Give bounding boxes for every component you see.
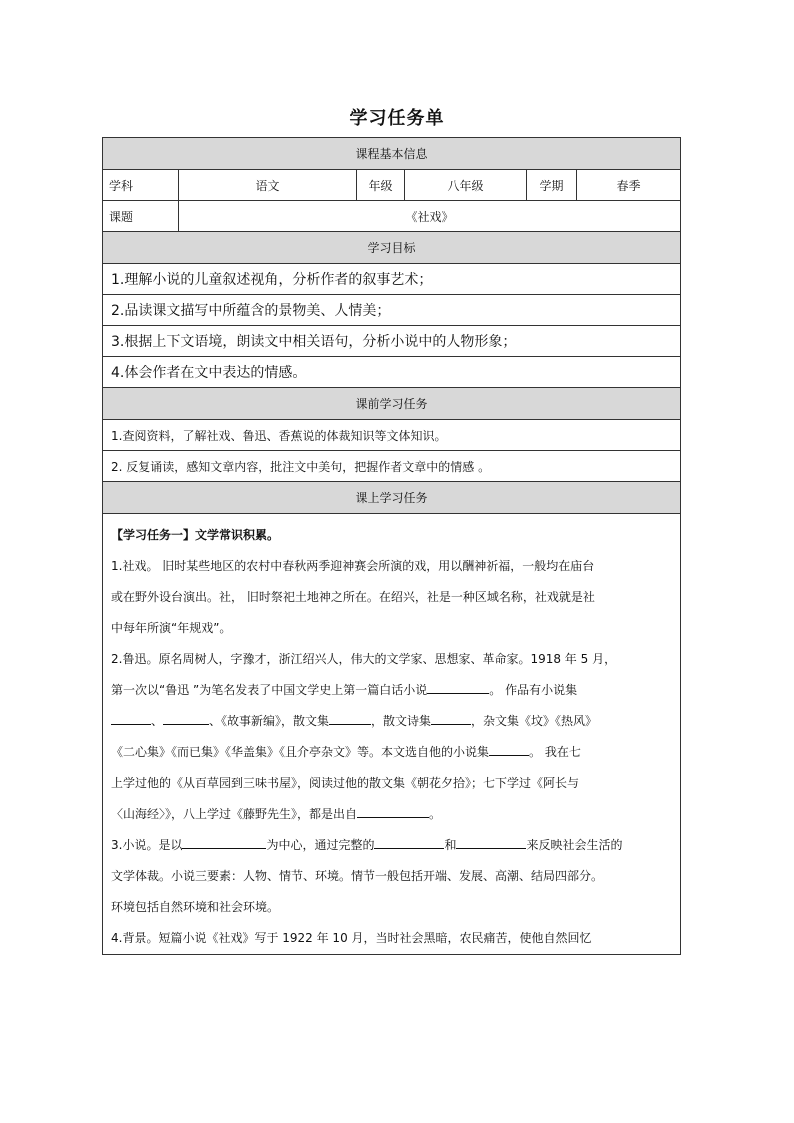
text-run: 。 我在七 [529, 745, 581, 759]
fill-blank[interactable] [374, 835, 444, 849]
text-run: 。 [429, 807, 442, 821]
fill-blank[interactable] [431, 711, 471, 725]
task1-title: 【学习任务一】文学常识积累。 [111, 528, 280, 542]
fill-blank[interactable] [111, 711, 151, 725]
text-run: 3.小说。是以 [111, 838, 183, 852]
text-run: 。 作品有小说集 [489, 683, 578, 697]
subject-label: 学科 [103, 170, 179, 201]
basic-info-header: 课程基本信息 [103, 138, 681, 170]
topic-value: 《社戏》 [179, 201, 681, 232]
fill-blank[interactable] [489, 742, 529, 756]
fill-blank[interactable] [182, 835, 266, 849]
text-run: ，散文诗集 [371, 714, 432, 728]
goal-item: 4.体会作者在文中表达的情感。 [103, 357, 681, 388]
goal-item: 2.品读课文描写中所蕴含的景物美、人情美； [103, 295, 681, 326]
text-run: 、《故事新编》，散文集 [209, 714, 330, 728]
pre-task-item: 1.查阅资料，了解社戏、鲁迅、香蕉说的体裁知识等文体知识。 [103, 420, 681, 451]
class-tasks-header: 课上学习任务 [103, 482, 681, 514]
text-run: 为中心，通过完整的 [266, 838, 375, 852]
paragraph-line: 文学体裁。小说三要素：人物、情节、环境。情节一般包括开端、发展、高潮、结局四部分。 [111, 869, 604, 883]
pre-tasks-header: 课前学习任务 [103, 388, 681, 420]
text-run: 来反映社会生活的 [526, 838, 623, 852]
class-tasks-body [103, 514, 681, 955]
text-run: 、 [151, 714, 164, 728]
fill-blank[interactable] [329, 711, 371, 725]
grade-label: 年级 [357, 170, 405, 201]
paragraph-line: 1.社戏。 旧时某些地区的农村中春秋两季迎神赛会所演的戏，用以酬神祈福，一般均在庙台 [111, 559, 595, 573]
grade-value: 八年级 [405, 170, 527, 201]
paragraph-line: 4.背景。短篇小说《社戏》写于 1922 年 10 月，当时社会黑暗，农民痛苦，使他自然回忆 [111, 931, 592, 945]
goals-header: 学习目标 [103, 232, 681, 264]
paragraph-line [111, 799, 672, 830]
text-run: 《二心集》《而已集》《华盖集》《且介亭杂文》等。本文选自他的小说集 [111, 745, 490, 759]
pre-task-item: 2. 反复诵读，感知文章内容，批注文中美句，把握作者文章中的情感 。 [103, 451, 681, 482]
paragraph-line [111, 737, 672, 768]
paragraph-line: 中每年所演“年规戏”。 [111, 621, 232, 635]
text-run: ，杂文集《坟》《热风》 [471, 714, 598, 728]
paragraph-line [111, 830, 672, 861]
task-sheet-table [102, 137, 681, 955]
goal-item: 3.根据上下文语境，朗读文中相关语句，分析小说中的人物形象； [103, 326, 681, 357]
paragraph-line: 环境包括自然环境和社会环境。 [111, 900, 280, 914]
page-title: 学习任务单 [349, 108, 445, 129]
fill-blank[interactable] [456, 835, 526, 849]
fill-blank[interactable] [163, 711, 209, 725]
goal-item: 1.理解小说的儿童叙述视角，分析作者的叙事艺术； [103, 264, 681, 295]
topic-label: 课题 [103, 201, 179, 232]
paragraph-line: 2.鲁迅。原名周树人，字豫才，浙江绍兴人，伟大的文学家、思想家、革命家。1918 年 5 月， [111, 652, 617, 666]
fill-blank[interactable] [357, 804, 429, 818]
text-run: 第一次以“鲁迅 ”为笔名发表了中国文学史上第一篇白话小说 [111, 683, 428, 697]
term-value: 春季 [577, 170, 681, 201]
paragraph-line [111, 675, 672, 706]
paragraph-line: 上学过他的《从百草园到三味书屋》，阅读过他的散文集《朝花夕拾》；七下学过《阿长与 [111, 776, 580, 790]
paragraph-line: 或在野外设台演出。社， 旧时祭祀土地神之所在。在绍兴，社是一种区域名称，社戏就是社 [111, 590, 595, 604]
text-run: 〈山海经〉》，八上学过《藤野先生》，都是出自 [111, 807, 358, 821]
paragraph-line [111, 706, 672, 737]
term-label: 学期 [527, 170, 577, 201]
subject-value: 语文 [179, 170, 357, 201]
text-run: 和 [444, 838, 457, 852]
fill-blank[interactable] [427, 680, 489, 694]
